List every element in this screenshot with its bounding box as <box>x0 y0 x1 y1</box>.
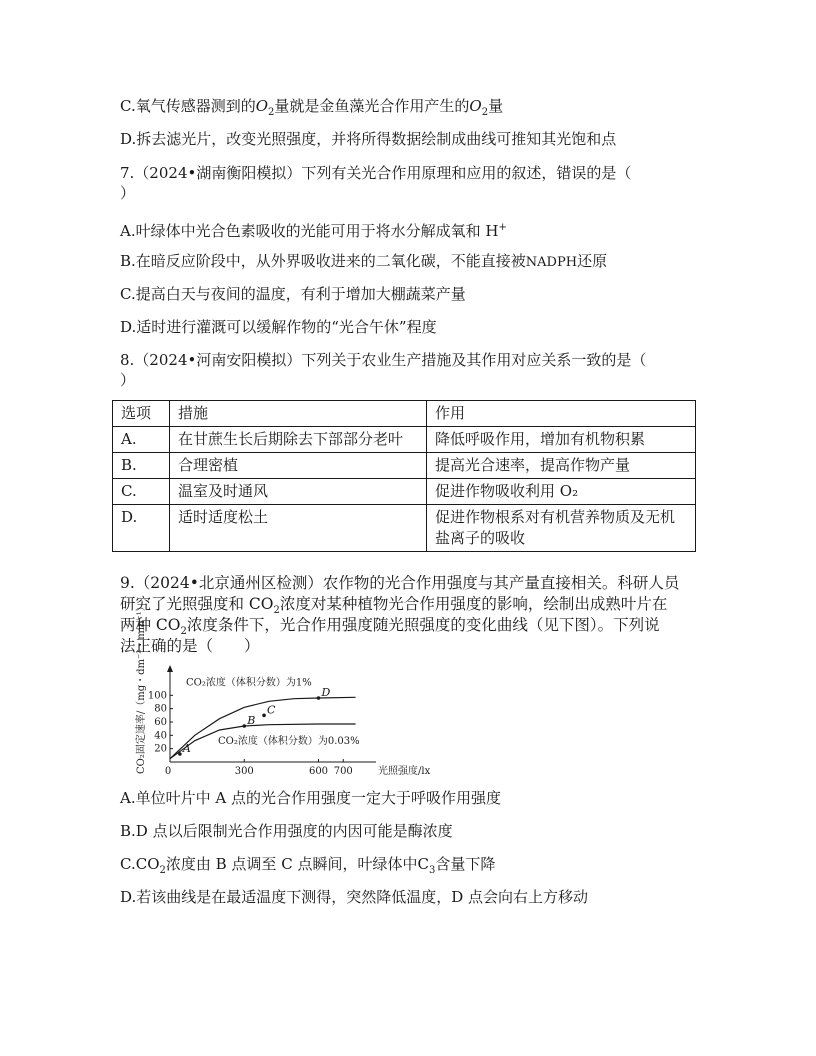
series-label: CO₂浓度（体积分数）为1% <box>186 677 312 689</box>
y-axis-label: CO₂固定速率/（mg・dm⁻²・min⁻¹） <box>136 601 147 774</box>
q7-option-c: C.提高白天与夜间的温度，有利于增加大棚蔬菜产量 <box>120 285 466 303</box>
q7-stem-line1: 7.（2024•湖南衡阳模拟）下列有关光合作用原理和应用的叙述，错误的是（ <box>120 164 632 182</box>
y-axis-arrow <box>167 665 173 672</box>
q9-option-b: B.D 点以后限制光合作用强度的内因可能是酶浓度 <box>120 822 453 840</box>
q8-stem-line1: 8.（2024•河南安阳模拟）下列关于农业生产措施及其作用对应关系一致的是（ <box>120 351 647 369</box>
y-tick-label: 40 <box>154 730 167 742</box>
table-cell: 适时适度松土 <box>170 505 427 552</box>
x-tick-label: 0 <box>164 766 172 777</box>
series-line <box>170 697 356 758</box>
table-cell: 温室及时通风 <box>170 479 427 505</box>
table-cell: 在甘蔗生长后期除去下部部分老叶 <box>170 427 427 453</box>
table-cell: 促进作物吸收利用 O₂ <box>427 479 696 505</box>
q6-option-c: C.氧气传感器测到的$O_2$量就是金鱼藻光合作用产生的$O_2$量 <box>120 97 504 118</box>
table-cell: B. <box>113 453 170 479</box>
q9-stem-line1: 9.（2024•北京通州区检测）农作物的光合作用强度与其产量直接相关。科研人员 <box>120 574 680 592</box>
q9-stem-line3: 两种 $CO_2$浓度条件下，光合作用强度随光照强度的变化曲线（见下图）。下列说 <box>120 616 660 638</box>
x-tick-label: 700 <box>333 766 353 777</box>
q7-option-d: D.适时进行灌溉可以缓解作物的“光合午休”程度 <box>120 318 437 336</box>
q9-stem-line4: 法正确的是（ ） <box>120 637 260 655</box>
table-row <box>113 427 696 453</box>
q7-option-a: A.叶绿体中光合色素吸收的光能可用于将水分解成氧和 H+ <box>120 222 507 240</box>
point-label: D <box>321 686 331 699</box>
q9-option-a: A.单位叶片中 A 点的光合作用强度一定大于呼吸作用强度 <box>120 789 501 807</box>
q8-options-table <box>112 400 696 552</box>
series-label: CO₂浓度（体积分数）为0.03% <box>218 736 360 747</box>
table-cell: 提高光合速率，提高作物产量 <box>427 453 696 479</box>
data-point <box>317 696 321 700</box>
q7-option-b: B.在暗反应阶段中，从外界吸收进来的二氧化碳，不能直接被NADPH还原 <box>120 252 608 270</box>
data-point <box>242 724 246 728</box>
q8-stem-line2: ） <box>120 371 136 389</box>
data-point <box>262 714 266 718</box>
y-tick-label: 60 <box>154 717 167 728</box>
table-cell: C. <box>113 479 170 505</box>
point-label: A <box>182 742 191 755</box>
table-row <box>113 505 696 552</box>
table-cell: 降低呼吸作用，增加有机物积累 <box>427 427 696 453</box>
y-tick-label: 80 <box>154 703 167 715</box>
point-label: B <box>247 714 256 727</box>
q6-option-d: D.拆去滤光片，改变光照强度，并将所得数据绘制成曲线可推知其光饱和点 <box>120 130 617 148</box>
y-tick-label: 20 <box>154 743 167 755</box>
y-tick-label: 100 <box>147 690 167 702</box>
table-cell: 合理密植 <box>170 453 427 479</box>
table-row <box>113 453 696 479</box>
q9-option-c: $C.CO_2$浓度由 B 点调至 C 点瞬间，叶绿体中$C_3$含量下降 <box>120 855 496 876</box>
header-cell: 措施 <box>170 401 427 427</box>
header-cell: 作用 <box>427 401 696 427</box>
table-row <box>113 479 696 505</box>
x-tick-label: 300 <box>234 766 254 777</box>
table-cell: D. <box>113 505 170 552</box>
table-header-row <box>113 401 696 427</box>
x-axis-label: 光照强度/lx <box>378 766 431 777</box>
table-cell: 促进作物根系对有机营养物质及无机盐离子的吸收 <box>427 505 696 552</box>
q7-stem-line2: ） <box>120 184 136 202</box>
header-cell: 选项 <box>113 401 170 427</box>
table-cell: A. <box>113 427 170 453</box>
point-label: C <box>267 703 276 717</box>
x-tick-label: 600 <box>308 766 329 777</box>
q9-stem-line2: 研究了光照强度和 $CO_2$浓度对某种植物光合作用强度的影响，绘制出成熟叶片在 <box>120 595 668 617</box>
data-point <box>178 752 182 756</box>
q9-option-d: D.若该曲线是在最适温度下测得，突然降低温度，D 点会向右上方移动 <box>120 888 589 906</box>
